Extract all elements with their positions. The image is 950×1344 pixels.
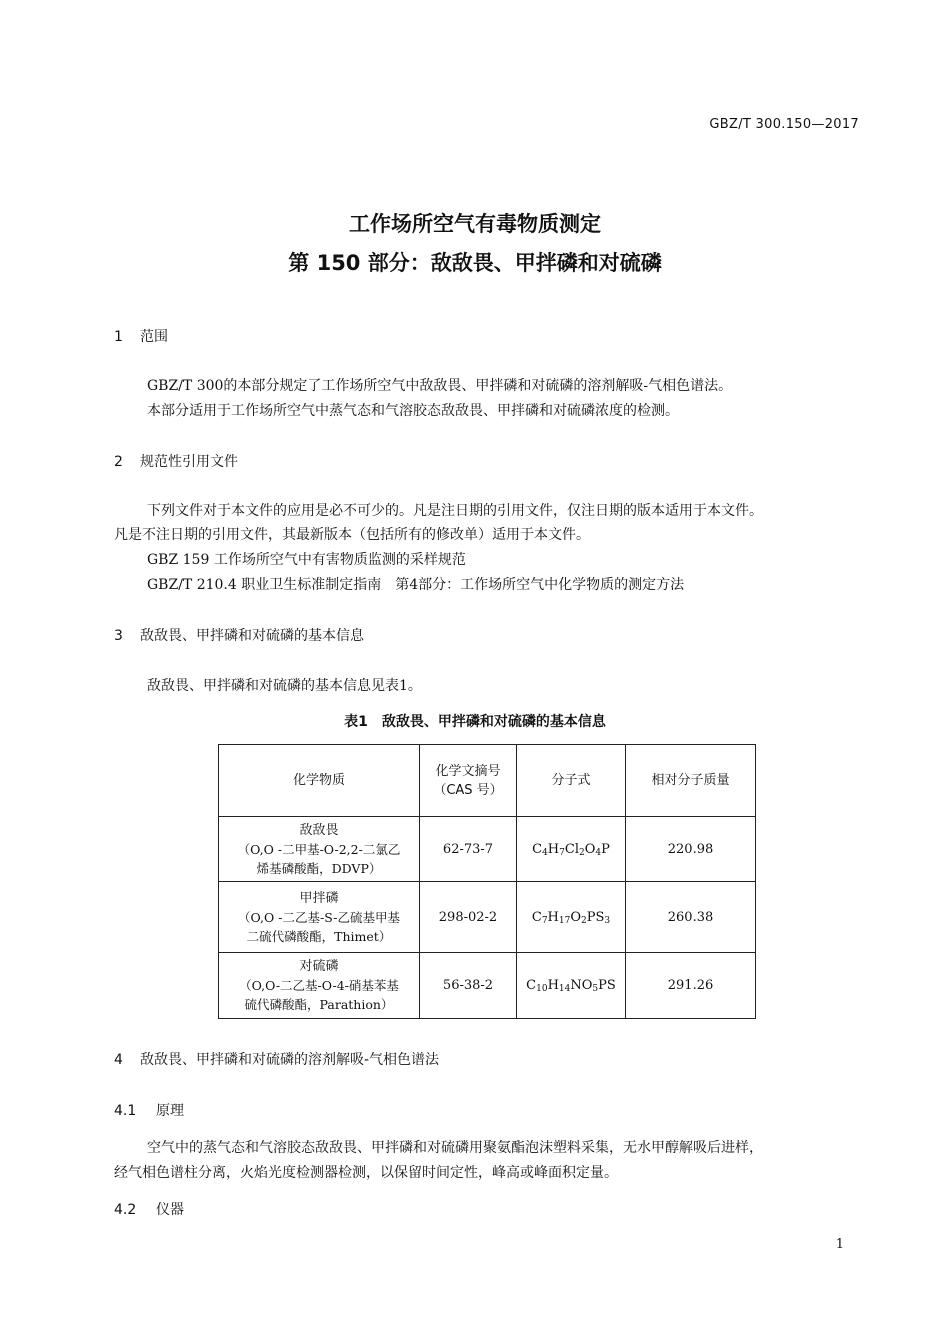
- cas-number: 56-38-2: [420, 953, 517, 1019]
- normative-reference-2: GBZ/T 210.4 职业卫生标准制定指南 第4部分：工作场所空气中化学物质的测定方法: [147, 577, 685, 593]
- molecular-mass: 260.38: [626, 882, 756, 953]
- section-title: 原理: [156, 1103, 184, 1119]
- substance-name: 对硫磷: [299, 959, 339, 974]
- section-number: 2: [114, 454, 123, 470]
- formula-part: H: [547, 841, 560, 857]
- standard-code: GBZ/T 300.150—2017: [709, 117, 859, 132]
- formula-subscript: 7: [559, 847, 565, 858]
- formula-subscript: 4: [542, 847, 548, 858]
- formula-subscript: 4: [595, 847, 602, 858]
- normative-reference-1: GBZ 159 工作场所空气中有害物质监测的采样规范: [147, 552, 466, 568]
- formula-part: C: [526, 978, 537, 993]
- section-number: 4.1: [114, 1103, 137, 1119]
- formula-part: H: [547, 978, 559, 993]
- section-title: 敌敌畏、甲拌磷和对硫磷的基本信息: [140, 628, 364, 644]
- substance-description-line2: 烯基磷酸酯，DDVP）: [256, 860, 382, 876]
- section-title: 规范性引用文件: [140, 454, 238, 470]
- cas-number: 62-73-7: [420, 817, 517, 882]
- section-2-paragraph-line1: 下列文件对于本文件的应用是必不可少的。凡是注日期的引用文件，仅注日期的版本适用于本文件。: [147, 503, 763, 519]
- molecular-mass: 220.98: [626, 817, 756, 882]
- document-title-line1: 工作场所空气有毒物质测定: [349, 212, 601, 236]
- substance-description-line2: 二硫代磷酸酯，Thimet）: [246, 928, 392, 944]
- substance-name: 甲拌磷: [299, 890, 339, 906]
- molecular-formula: [517, 953, 626, 1019]
- table-row: [219, 953, 756, 1019]
- substance-description-line2: 硫代磷酸酯，Parathion）: [244, 997, 394, 1012]
- section-4-1-paragraph-line2: 经气相色谱柱分离，火焰光度检测器检测，以保留时间定性，峰高或峰面积定量。: [114, 1165, 618, 1181]
- formula-subscript: 14: [558, 984, 571, 994]
- section-number: 4: [114, 1052, 123, 1068]
- header-cas: [420, 745, 517, 817]
- page-number: 1: [835, 1237, 844, 1252]
- formula-part: C: [532, 841, 543, 857]
- substance-description-line1: （O,O-二乙基-O-4-硝基苯基: [239, 978, 399, 993]
- formula-part: C: [531, 909, 542, 925]
- section-title: 仪器: [156, 1202, 184, 1218]
- formula-subscript: 2: [581, 915, 587, 926]
- basic-info-table: [218, 744, 756, 1019]
- section-2-paragraph-line2: 凡是不注日期的引用文件，其最新版本（包括所有的修改单）适用于本文件。: [114, 527, 590, 543]
- section-number: 4.2: [114, 1202, 137, 1218]
- header-substance: 化学物质: [219, 745, 420, 817]
- section-1-heading: [114, 326, 168, 346]
- section-title: 敌敌畏、甲拌磷和对硫磷的溶剂解吸-气相色谱法: [140, 1052, 440, 1068]
- section-2-heading: [114, 451, 238, 471]
- formula-subscript: 2: [578, 847, 585, 858]
- formula-part: P: [601, 841, 610, 857]
- section-4-2-heading: [114, 1199, 184, 1219]
- header-cas-line1: 化学文摘号: [435, 763, 501, 779]
- molecular-formula: [517, 817, 626, 882]
- section-4-1-heading: [114, 1100, 184, 1120]
- table-row: [219, 882, 756, 953]
- formula-part: Cl: [564, 841, 579, 857]
- molecular-formula: [517, 882, 626, 953]
- formula-part: NO: [570, 978, 593, 993]
- section-number: 1: [114, 329, 123, 345]
- substance-cell: [219, 953, 420, 1019]
- formula-subscript: 10: [536, 984, 548, 994]
- header-cas-line2: （CAS 号）: [433, 782, 503, 798]
- section-1-paragraph-1: GBZ/T 300的本部分规定了工作场所空气中敌敌畏、甲拌磷和对硫磷的溶剂解吸-气相色谱法。: [147, 378, 733, 394]
- table-row: [219, 817, 756, 882]
- section-3-paragraph-1: 敌敌畏、甲拌磷和对硫磷的基本信息见表1。: [147, 678, 422, 694]
- table-header-row: [219, 745, 756, 817]
- header-formula: 分子式: [517, 745, 626, 817]
- table-caption: 表1 敌敌畏、甲拌磷和对硫磷的基本信息: [344, 714, 606, 730]
- formula-part: O: [570, 909, 582, 925]
- substance-cell: [219, 882, 420, 953]
- section-1-paragraph-2: 本部分适用于工作场所空气中蒸气态和气溶胶态敌敌畏、甲拌磷和对硫磷浓度的检测。: [147, 403, 679, 419]
- substance-description-line1: （O,O -二甲基-O-2,2-二氯乙: [237, 841, 401, 857]
- substance-name: 敌敌畏: [299, 822, 339, 838]
- formula-part: PS: [586, 909, 605, 925]
- section-3-heading: [114, 625, 364, 645]
- document-title-line2: 第 150 部分：敌敌畏、甲拌磷和对硫磷: [288, 251, 662, 275]
- section-4-heading: [114, 1049, 439, 1069]
- section-title: 范围: [140, 329, 168, 345]
- section-4-1-paragraph-line1: 空气中的蒸气态和气溶胶态敌敌畏、甲拌磷和对硫磷用聚氨酯泡沫塑料采集，无水甲醇解吸后进样，: [147, 1140, 763, 1156]
- formula-part: H: [547, 909, 559, 925]
- formula-subscript: 17: [558, 915, 571, 926]
- formula-subscript: 3: [604, 915, 611, 926]
- formula-part: PS: [598, 978, 616, 993]
- substance-description-line1: （O,O -二乙基-S-乙硫基甲基: [238, 909, 400, 925]
- molecular-mass: 291.26: [626, 953, 756, 1019]
- formula-subscript: 7: [541, 915, 548, 926]
- formula-subscript: 5: [592, 984, 599, 994]
- formula-part: O: [584, 841, 596, 857]
- header-mass: 相对分子质量: [626, 745, 756, 817]
- cas-number: 298-02-2: [420, 882, 517, 953]
- substance-cell: [219, 817, 420, 882]
- section-number: 3: [114, 628, 123, 644]
